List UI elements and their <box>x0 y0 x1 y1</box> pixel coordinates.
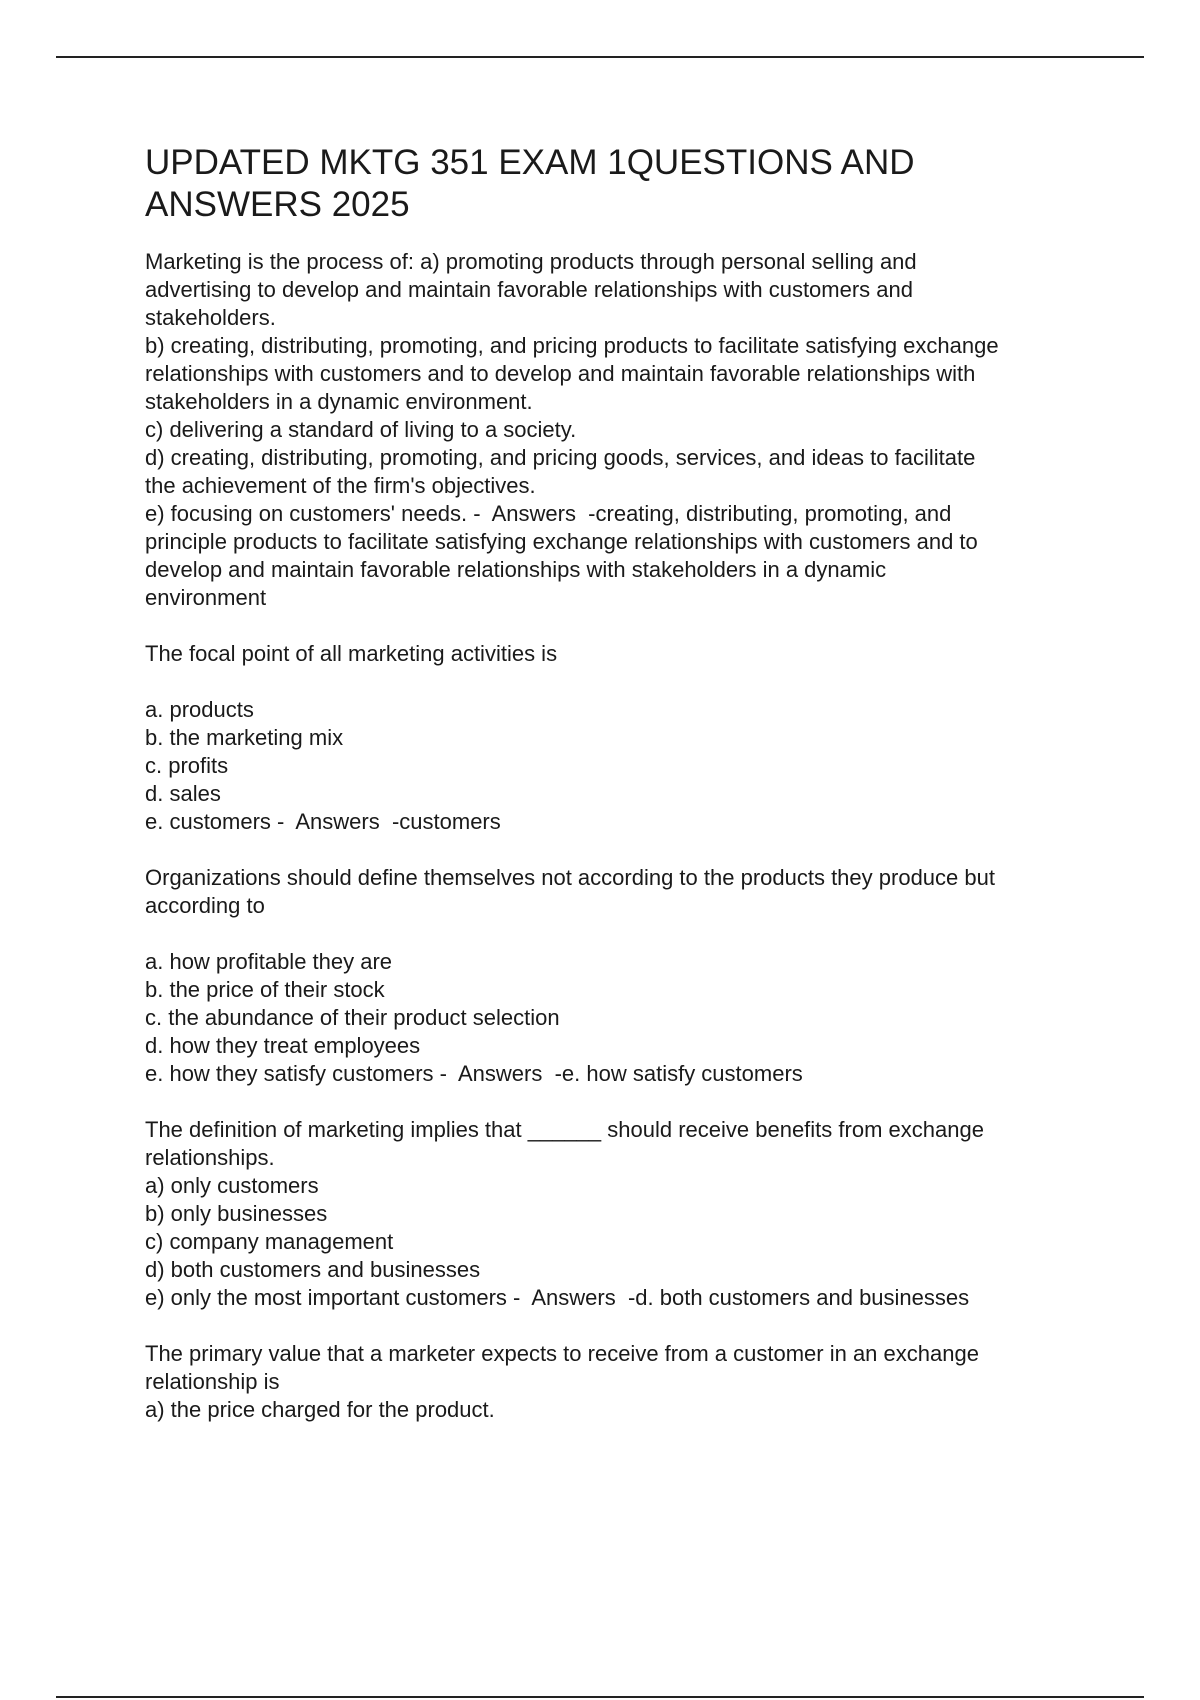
document-title <box>145 142 1095 226</box>
question-text: relationship is <box>145 1369 280 1394</box>
qa-block-primary-value <box>145 1340 1095 1424</box>
answer-option: b. the price of their stock <box>145 977 385 1002</box>
answer-option: d) both customers and businesses <box>145 1257 481 1282</box>
qa-block-organizations-define <box>145 864 1095 1088</box>
answer-option: e) only the most important customers - Answers -d. both customers and businesses <box>145 1285 970 1310</box>
answer-option: a) only customers <box>145 1173 319 1198</box>
spacer <box>145 920 1095 948</box>
text-line: environment <box>145 585 267 610</box>
text-line: stakeholders in a dynamic environment. <box>145 389 533 414</box>
text-line: c) delivering a standard of living to a society. <box>145 417 577 442</box>
question-text: The definition of marketing implies that ______ should receive benefits from exchange <box>145 1117 984 1142</box>
question-text: according to <box>145 893 265 918</box>
answer-option: b) only businesses <box>145 1201 328 1226</box>
answer-option: a) the price charged for the product. <box>145 1397 495 1422</box>
answer-option: c. the abundance of their product selection <box>145 1005 560 1030</box>
text-line: advertising to develop and maintain favorable relationships with customers and <box>145 277 913 302</box>
page-top-rule <box>56 56 1144 58</box>
text-line: Marketing is the process of: a) promoting products through personal selling and <box>145 249 917 274</box>
text-line: e) focusing on customers' needs. - Answers -creating, distributing, promoting, and <box>145 501 952 526</box>
answer-option: b. the marketing mix <box>145 725 344 750</box>
answer-option: d. sales <box>145 781 221 806</box>
question-text: The primary value that a marketer expects to receive from a customer in an exchange <box>145 1341 979 1366</box>
answer-option: a. how profitable they are <box>145 949 393 974</box>
spacer <box>145 668 1095 696</box>
answer-option: c) company management <box>145 1229 394 1254</box>
title-line-1: UPDATED MKTG 351 EXAM 1QUESTIONS AND <box>145 143 915 182</box>
page-bottom-rule <box>56 1696 1144 1698</box>
answer-option: c. profits <box>145 753 229 778</box>
qa-block-definition-benefits <box>145 1116 1095 1312</box>
qa-block-focal-point <box>145 640 1095 836</box>
question-text: The focal point of all marketing activities is <box>145 641 558 666</box>
question-text: relationships. <box>145 1145 275 1170</box>
text-line: relationships with customers and to develop and maintain favorable relationships with <box>145 361 976 386</box>
text-line: d) creating, distributing, promoting, and pricing goods, services, and ideas to facilitate <box>145 445 976 470</box>
question-text: Organizations should define themselves not according to the products they produce but <box>145 865 995 890</box>
text-line: principle products to facilitate satisfying exchange relationships with customers and to <box>145 529 978 554</box>
answer-option: e. how they satisfy customers - Answers -e. how satisfy customers <box>145 1061 803 1086</box>
qa-block-marketing-process <box>145 248 1095 612</box>
title-line-2: ANSWERS 2025 <box>145 185 410 224</box>
text-line: b) creating, distributing, promoting, and pricing products to facilitate satisfying exchange <box>145 333 999 358</box>
text-line: the achievement of the firm's objectives. <box>145 473 536 498</box>
answer-option: a. products <box>145 697 254 722</box>
text-line: develop and maintain favorable relationships with stakeholders in a dynamic <box>145 557 887 582</box>
answer-option: d. how they treat employees <box>145 1033 421 1058</box>
text-line: stakeholders. <box>145 305 276 330</box>
document-body <box>145 142 1095 1452</box>
answer-option: e. customers - Answers -customers <box>145 809 501 834</box>
